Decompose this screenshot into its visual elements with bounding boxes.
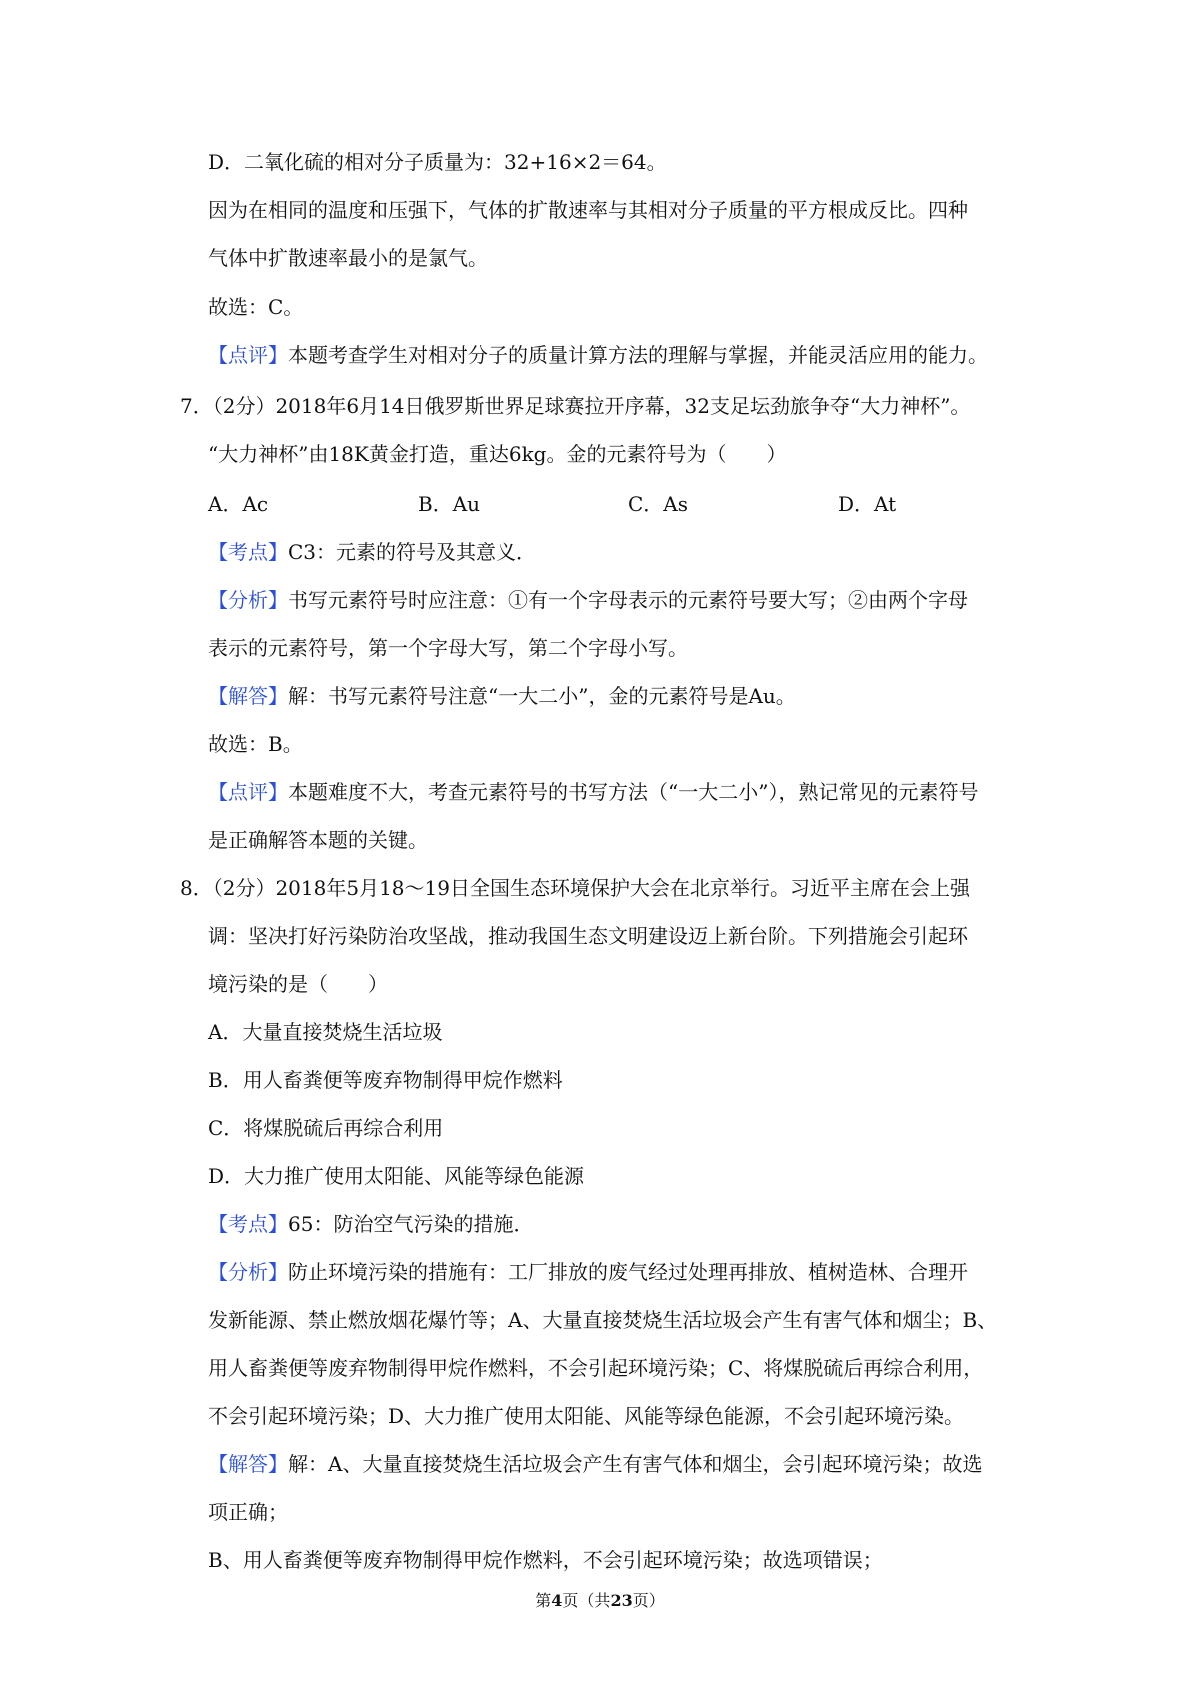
comment-text: 本题考查学生对相对分子的质量计算方法的理解与掌握，并能灵活应用的能力。 — [288, 343, 988, 367]
question-8-stem: 8．（2分）2018年5月18～19日全国生态环境保护大会在北京举行。习近平主席在会上强 — [180, 876, 970, 900]
kaodian-text: 65：防治空气污染的措施． — [288, 1212, 534, 1236]
option-a: A．大量直接焚烧生活垃圾 — [208, 1020, 443, 1044]
fenxi-text: 防止环境污染的措施有：工厂排放的废气经过处理再排放、植树造林、合理开 — [288, 1260, 968, 1284]
option-b: B．Au — [418, 492, 481, 516]
fenxi-line-cont: 表示的元素符号，第一个字母大写，第二个字母小写。 — [208, 636, 688, 660]
fenxi-tag: 【分析】 — [208, 1260, 288, 1284]
comment-tag: 【点评】 — [208, 343, 288, 367]
fenxi-line — [208, 1258, 968, 1286]
footer-suffix: 页） — [632, 1591, 665, 1610]
comment-text: 本题难度不大，考查元素符号的书写方法（“一大二小”），熟记常见的元素符号 — [288, 780, 979, 804]
comment-tag: 【点评】 — [208, 780, 288, 804]
footer-page-number: 4 — [551, 1591, 563, 1610]
fenxi-line-cont: 用人畜粪便等废弃物制得甲烷作燃料，不会引起环境污染；C、将煤脱硫后再综合利用， — [208, 1356, 984, 1380]
comment-line — [208, 341, 988, 369]
kaodian-tag: 【考点】 — [208, 1212, 288, 1236]
question-8-stem-cont: 调：坚决打好污染防治攻坚战，推动我国生态文明建设迈上新台阶。下列措施会引起环 — [208, 924, 968, 948]
option-d: D．大力推广使用太阳能、风能等绿色能源 — [208, 1164, 585, 1188]
footer-mid: 页（共 — [562, 1591, 611, 1610]
answer-line: 故选：C。 — [208, 295, 304, 319]
question-8-stem-cont: 境污染的是（ ） — [208, 972, 388, 996]
fenxi-text: 书写元素符号时应注意：①有一个字母表示的元素符号要大写；②由两个字母 — [288, 588, 968, 612]
answer-line: 故选：B。 — [208, 732, 303, 756]
option-d-line: D．二氧化硫的相对分子质量为：32+16×2＝64。 — [208, 150, 667, 174]
kaodian-line — [208, 1210, 533, 1238]
option-d: D．At — [838, 492, 897, 516]
jieda-line — [208, 682, 796, 710]
fenxi-line-cont: 发新能源、禁止燃放烟花爆竹等；A、大量直接焚烧生活垃圾会产生有害气体和烟尘；B、 — [208, 1308, 998, 1332]
question-7-stem: 7．（2分）2018年6月14日俄罗斯世界足球赛拉开序幕，32支足坛劲旅争夺“大力神杯”。 — [180, 394, 971, 418]
jieda-line-cont: 项正确； — [208, 1500, 288, 1524]
jieda-tag: 【解答】 — [208, 1452, 288, 1476]
option-c: C．As — [628, 492, 689, 516]
footer-prefix: 第 — [535, 1591, 552, 1610]
jieda-line — [208, 1450, 982, 1478]
fenxi-tag: 【分析】 — [208, 588, 288, 612]
question-7-options — [208, 490, 928, 518]
option-c: C．将煤脱硫后再综合利用 — [208, 1116, 444, 1140]
page-footer — [0, 1590, 1200, 1612]
comment-line-cont: 是正确解答本题的关键。 — [208, 828, 428, 852]
footer-total-pages: 23 — [610, 1591, 633, 1610]
jieda-text: 解：书写元素符号注意“一大二小”，金的元素符号是Au。 — [288, 684, 796, 708]
kaodian-tag: 【考点】 — [208, 540, 288, 564]
kaodian-text: C3：元素的符号及其意义． — [288, 540, 537, 564]
paragraph-line: 因为在相同的温度和压强下，气体的扩散速率与其相对分子质量的平方根成反比。四种 — [208, 198, 968, 222]
option-b: B．用人畜粪便等废弃物制得甲烷作燃料 — [208, 1068, 563, 1092]
question-7-stem-cont: “大力神杯”由18K黄金打造，重达6kg。金的元素符号为（ ） — [208, 442, 787, 466]
paragraph-line: 气体中扩散速率最小的是氯气。 — [208, 246, 488, 270]
fenxi-line — [208, 586, 968, 614]
kaodian-line — [208, 538, 536, 566]
jieda-line-cont: B、用人畜粪便等废弃物制得甲烷作燃料，不会引起环境污染；故选项错误； — [208, 1548, 883, 1572]
jieda-tag: 【解答】 — [208, 684, 288, 708]
jieda-text: 解：A、大量直接焚烧生活垃圾会产生有害气体和烟尘，会引起环境污染；故选 — [288, 1452, 983, 1476]
comment-line — [208, 778, 978, 806]
option-a: A．Ac — [208, 492, 269, 516]
fenxi-line-cont: 不会引起环境污染；D、大力推广使用太阳能、风能等绿色能源，不会引起环境污染。 — [208, 1404, 965, 1428]
